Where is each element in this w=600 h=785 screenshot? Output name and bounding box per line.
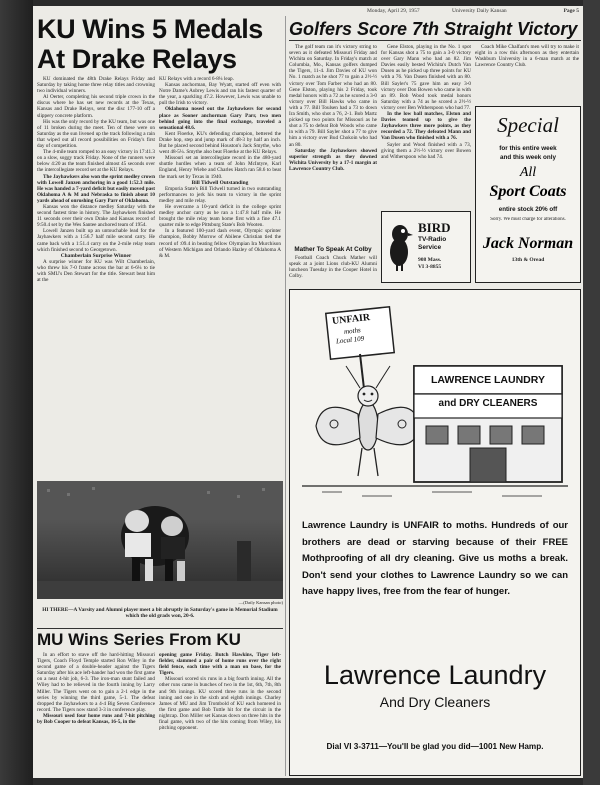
ku-col1-paragraph: Kansas won the distance medley Saturday with the second fastest time in history. The Jayhawkers finished 11 seconds over their own Drake and Kansas record of 9:50.4 set by the Wes Santee anchored team of 1954. <box>37 203 155 229</box>
norman-special: Special <box>497 113 559 137</box>
football-photo-image <box>37 481 283 599</box>
mu-story-column-2 <box>159 652 281 776</box>
ku-col1-paragraph: Lowell Janzen built up an untouchable lead for the Jayhawkers with a 1:56.7 half mile second carry. He came back with a 1:51.4 carry on the 2-mile relay team which finished second to Georgetown. <box>37 228 155 253</box>
bird-phone: VI 3-8855 <box>418 264 442 270</box>
mu-col2-paragraph: Missouri scored six runs in a big fourth inning. All the other runs came in bunches of two in the 1st, 6th, 7th, 8th and 9th innings. KU scored three runs in the second inning and one in the sixth and eighth innings. Charley James of MU and Jim Trombold of KU each homered in the first game and Bob Tuttle hit for the circuit in the nightcap. Don Miller set Kansas down on three hits in the final game, with two of the hits coming from Wiley, his pitching opponent. <box>159 676 281 732</box>
mu-col1-paragraph: In an effort to stave off the hard-hitting Missouri Tigers, Coach Floyd Temple started Ron Wiley in the second game of a double-header against the Tigers Saturday after his ace left-hander had won the first game on a neat 4-hit job, 6-3. The iron-man stunt failed and Wiley had to be relieved in the fourth inning by Larry Miller. The Tigers went on to gain a 2-1 edge in the series by winning the third game, 5-1. The defeat dropped the Jayhawkers to a 4-4 Big Seven Conference record. The Tigers now stand 3-3 in conference play. <box>37 652 155 713</box>
norman-all: All <box>519 165 537 180</box>
photo-caption: HI THERE—A Varsity and Alumni player meet a bit abruptly in Saturday's game in Memorial Stadium which the old grads won, 20-6. <box>42 607 278 620</box>
bird-icon <box>387 220 413 272</box>
paper-name: University Daily Kansan <box>452 8 507 14</box>
golf-col2-paragraph: Sayler and Wood finished with a 73, giving them a 2½-½ victory over Bowen and Witherspoon who had 74. <box>381 141 471 160</box>
ku-story-column-1 <box>37 76 155 476</box>
ku-col1-paragraph: The 4-mile team romped to an easy victory in 17:41.3 on a slow, soggy track Friday. None of the runners were below 4:20 as the team finished almost 45 seconds over the intercollegiate record set at the KU Relays. <box>37 149 155 174</box>
norman-name: Jack Norman <box>482 235 574 252</box>
building-sign-2: and DRY CLEANERS <box>438 398 538 409</box>
ku-col2-paragraph: He overcame a 10-yard deficit in the college sprint medley anchor carry as he ran a 1:47.8 half mile. He brought the mile relay team home first with a fine 47.1 quarter mile to edge Pittsburg State's Bob Wooten. <box>159 203 281 229</box>
mu-col2-bold-paragraph: opening game Friday. Butch Hawkins, Tiger left-fielder, slammed a pair of home runs over the right field fence, each time with a man on base, for the Tigers. <box>159 652 281 677</box>
photo-credit: —(Daily Kansan photo) <box>238 600 283 605</box>
page-margin-right <box>583 0 600 785</box>
mather-body: Football Coach Chuck Mather will speak at a joint Lions club-KU Alumni luncheon Tuesday in the Cooper Hotel in Colby. <box>289 255 377 280</box>
ku-col2-paragraph: Missouri set an intercollegiate record in the 480-yard shuttle hurdles when a team of John McIntyre, Karl England, Henry Wiebe and Charles Hatch ran 58.6 to beat the mark set by Texas in 1940. <box>159 155 281 180</box>
ku-col2-subhead: Bill Tidwell Outstanding <box>191 179 249 186</box>
ku-col2-paragraph: Oklahoma nosed out the Jayhawkers for second place as Sooner anchorman Gary Parr, two men behind going into the final exchange, traveled a sensational 48.6. <box>159 106 281 131</box>
laundry-ad-body: Lawrence Laundry is UNFAIR to moths. Hundreds of our brothers are dead or starving because of their FREE Mothproofing of all dry cleaning. Give us moths a break. Don't send your clothes to Lawrence Laundry so we can have happy lives, free from the fear of hunger. <box>302 520 568 598</box>
ku-col2-paragraph: Kansas anchorman, Bay Wyatt, started off even with Notre Dame's Aubrey Lewis and ran his fastest quarter of the year, a sparkling 47.2. However, Lewis was unable to pull the Irish to victory. <box>159 82 281 107</box>
golf-col1-bold-paragraph: Saturday the Jayhawkers showed superior strength as they downed Wichita University by a 17-1 margin at Lawrence Country Club. <box>289 147 377 172</box>
ku-col1-paragraph: A surprise winner for KU was Wilt Chamberlain, who threw his 7-0 frame across the bar at 6-6¼ to tie with SMU's Den Stewart for the title. Stewart beat him at the <box>37 258 155 284</box>
ku-headline-line1: KU Wins 5 Medals <box>37 14 263 44</box>
ku-col1-subhead: Chamberlain Surprise Winner <box>60 252 132 259</box>
mu-story-column-1 <box>37 652 155 776</box>
ku-col2-paragraph: KU Relays with a record 6-8¼ leap. <box>159 76 234 82</box>
lawrence-laundry-ad <box>289 289 581 776</box>
building-sign-1: LAWRENCE LAUNDRY <box>431 374 545 386</box>
laundry-sub: And Dry Cleaners <box>379 694 491 710</box>
newspaper-page <box>33 6 583 778</box>
sign-moths: moths <box>343 326 362 336</box>
bird-line1: TV-Radio <box>418 236 447 243</box>
bird-tv-ad <box>381 211 471 283</box>
ku-col2-paragraph: Kent Floerke, KU's defending champion, bettered the Drake hop, step and jump mark of 48-3 by half an inch. But he placed second behind Houston's Jack Smythe, who went 48-5¼. Smythe also beat Floerke at the KU Relays. <box>159 130 281 156</box>
sign-unfair: UNFAIR <box>331 312 371 327</box>
golf-story-column-1 <box>289 44 377 272</box>
sign-local: Local 109 <box>335 334 365 346</box>
page-header <box>287 8 583 16</box>
golf-col2-paragraph: Gene Elston, playing in the No. 1 spot for Kansas shot a 75 to gain a 3-0 victory over Gary Mann who had an 82. Jim Davies easily bested Wichita's Dutch Van Dusen as he picked up three points for KU with a 76. Van Dusen finished with an 80. Bill Sayler's 75 gave him an easy 3-0 victory over Don Bowen who came in with an 89. Bob Wood took medal honors Saturday with a 74 as he scored a 2½-½ victory over Ben Witherspoon who had 77. <box>381 44 471 111</box>
bird-address: 908 Mass. <box>418 257 442 263</box>
laundry-name: Lawrence Laundry <box>323 660 547 690</box>
ku-col1-paragraph: His was the only record by the KU team, but was one of 11 broken during the meet. Ten of these were on Saturday as the sun livened up the track following a rain that wiped out all record possibilities on Friday's first day of competition. <box>37 118 155 150</box>
ku-headline-line2: At Drake Relays <box>37 44 237 74</box>
jack-norman-ad <box>475 106 581 283</box>
norman-sport-coats: Sport Coats <box>489 183 567 200</box>
ku-story-column-2 <box>159 76 281 476</box>
bird-line2: Service <box>418 244 442 251</box>
mu-col1-bold-paragraph: Missouri used four home runs and 7-hit pitching by Bob Cooper to defeat Kansas, 16-5, in the <box>37 712 155 726</box>
norman-address: 13th & Oread <box>511 257 545 263</box>
ku-headline <box>37 14 283 74</box>
mu-story-rule <box>37 628 283 629</box>
football-photo <box>37 481 283 599</box>
golf-col2-bold-paragraph: In the low ball matches, Elston and Davies teamed up to give the Jayhawkers three more points, as they recorded a 72. They defeated Mann and Van Dusen who finished with a 76. <box>381 111 471 142</box>
ku-col1-paragraph: The Jayhawkers also won the sprint medley crown with Lowell Janzen anchoring in a good 1:52.3 mile. He was handed a 7-yard deficit but easily moved past Oklahoma A & M and Nebraska to finish about 10 yards ahead of onrushing Gary Parr of Oklahoma. <box>37 173 155 204</box>
norman-discount: entire stock 20% off <box>498 206 558 213</box>
issue-date: Monday, April 29, 1957 <box>367 8 420 14</box>
column-divider <box>285 16 286 776</box>
ku-col1-paragraph: Al Oerter, completing his second triple crown in the discus where he has set new records at the Texas, Kansas and Drake Relays, sent the disc 177-10 off a slippery concrete platform. <box>37 94 155 119</box>
norman-line2: and this week only <box>500 154 556 161</box>
norman-alterations: Sorry. We must charge for alterations. <box>490 217 566 222</box>
mather-headline: Mather To Speak At Colby <box>294 246 372 253</box>
golf-story-column-3 <box>475 44 579 74</box>
golf-col3-paragraph: Coach Mike Chalfant's men will try to make it eight in a row this afternoon as they entertain Washburn University in a 6-man match at the Lawrence Country Club. <box>475 44 579 69</box>
golf-col1-paragraph: The golf team ran it's victory string to seven as it defeated Missouri Friday and Wichita on Saturday. In Friday's match at Columbia, Mo., Kansas golfers dumped the Tigers, 11-4. Jim Davies of KU won No. 1 match as he shot 77 to gain a 2½-½ victory over Tom Farber who had an 80. Gene Elston, playing his 2 Friday, took medal honors with a 72 as he scored a 3-0 victory over Bill Hawks who came in with a 77. Bill Toulsen had a 73 to down Ira Smith, who shot a 76, 2-1. Bob Martz picked up two points for Missouri as he shot a 75 to defeat Bob Woods who came in with a 79. Bill Sayler shot a 77 to give him a victory over Bud Chokoin who had an 80. <box>289 44 377 148</box>
page-number: Page 5 <box>563 8 579 14</box>
ku-col1-paragraph: KU dominated the 48th Drake Relays Friday and Saturday by taking home three relay titles and crowning two individual winners. <box>37 76 155 95</box>
page-margin-left <box>0 0 33 785</box>
norman-line1: for this entire week <box>499 145 557 152</box>
ku-col2-paragraph: In a featured 100-yard dash event, Olympic sprinter champion, Bobby Morrow of Abilene Christian tied the record of :09.4 in beating fellow Olympian Ira Murchison of Western Michigan and Orlando Hazley of Oklahoma A & M. <box>159 228 281 259</box>
laundry-footer: Dial VI 3-3711—You'll be glad you did—1001 New Hamp. <box>326 742 544 751</box>
golf-headline: Golfers Score 7th Straight Victory <box>289 18 581 41</box>
ku-col2-paragraph: Emporia State's Bill Tidwell turned in two outstanding performances to jerk his team to victory in the sprint medley and mile relay. <box>159 185 281 204</box>
bird-name: BIRD <box>418 220 451 235</box>
mu-headline: MU Wins Series From KU <box>37 630 241 649</box>
